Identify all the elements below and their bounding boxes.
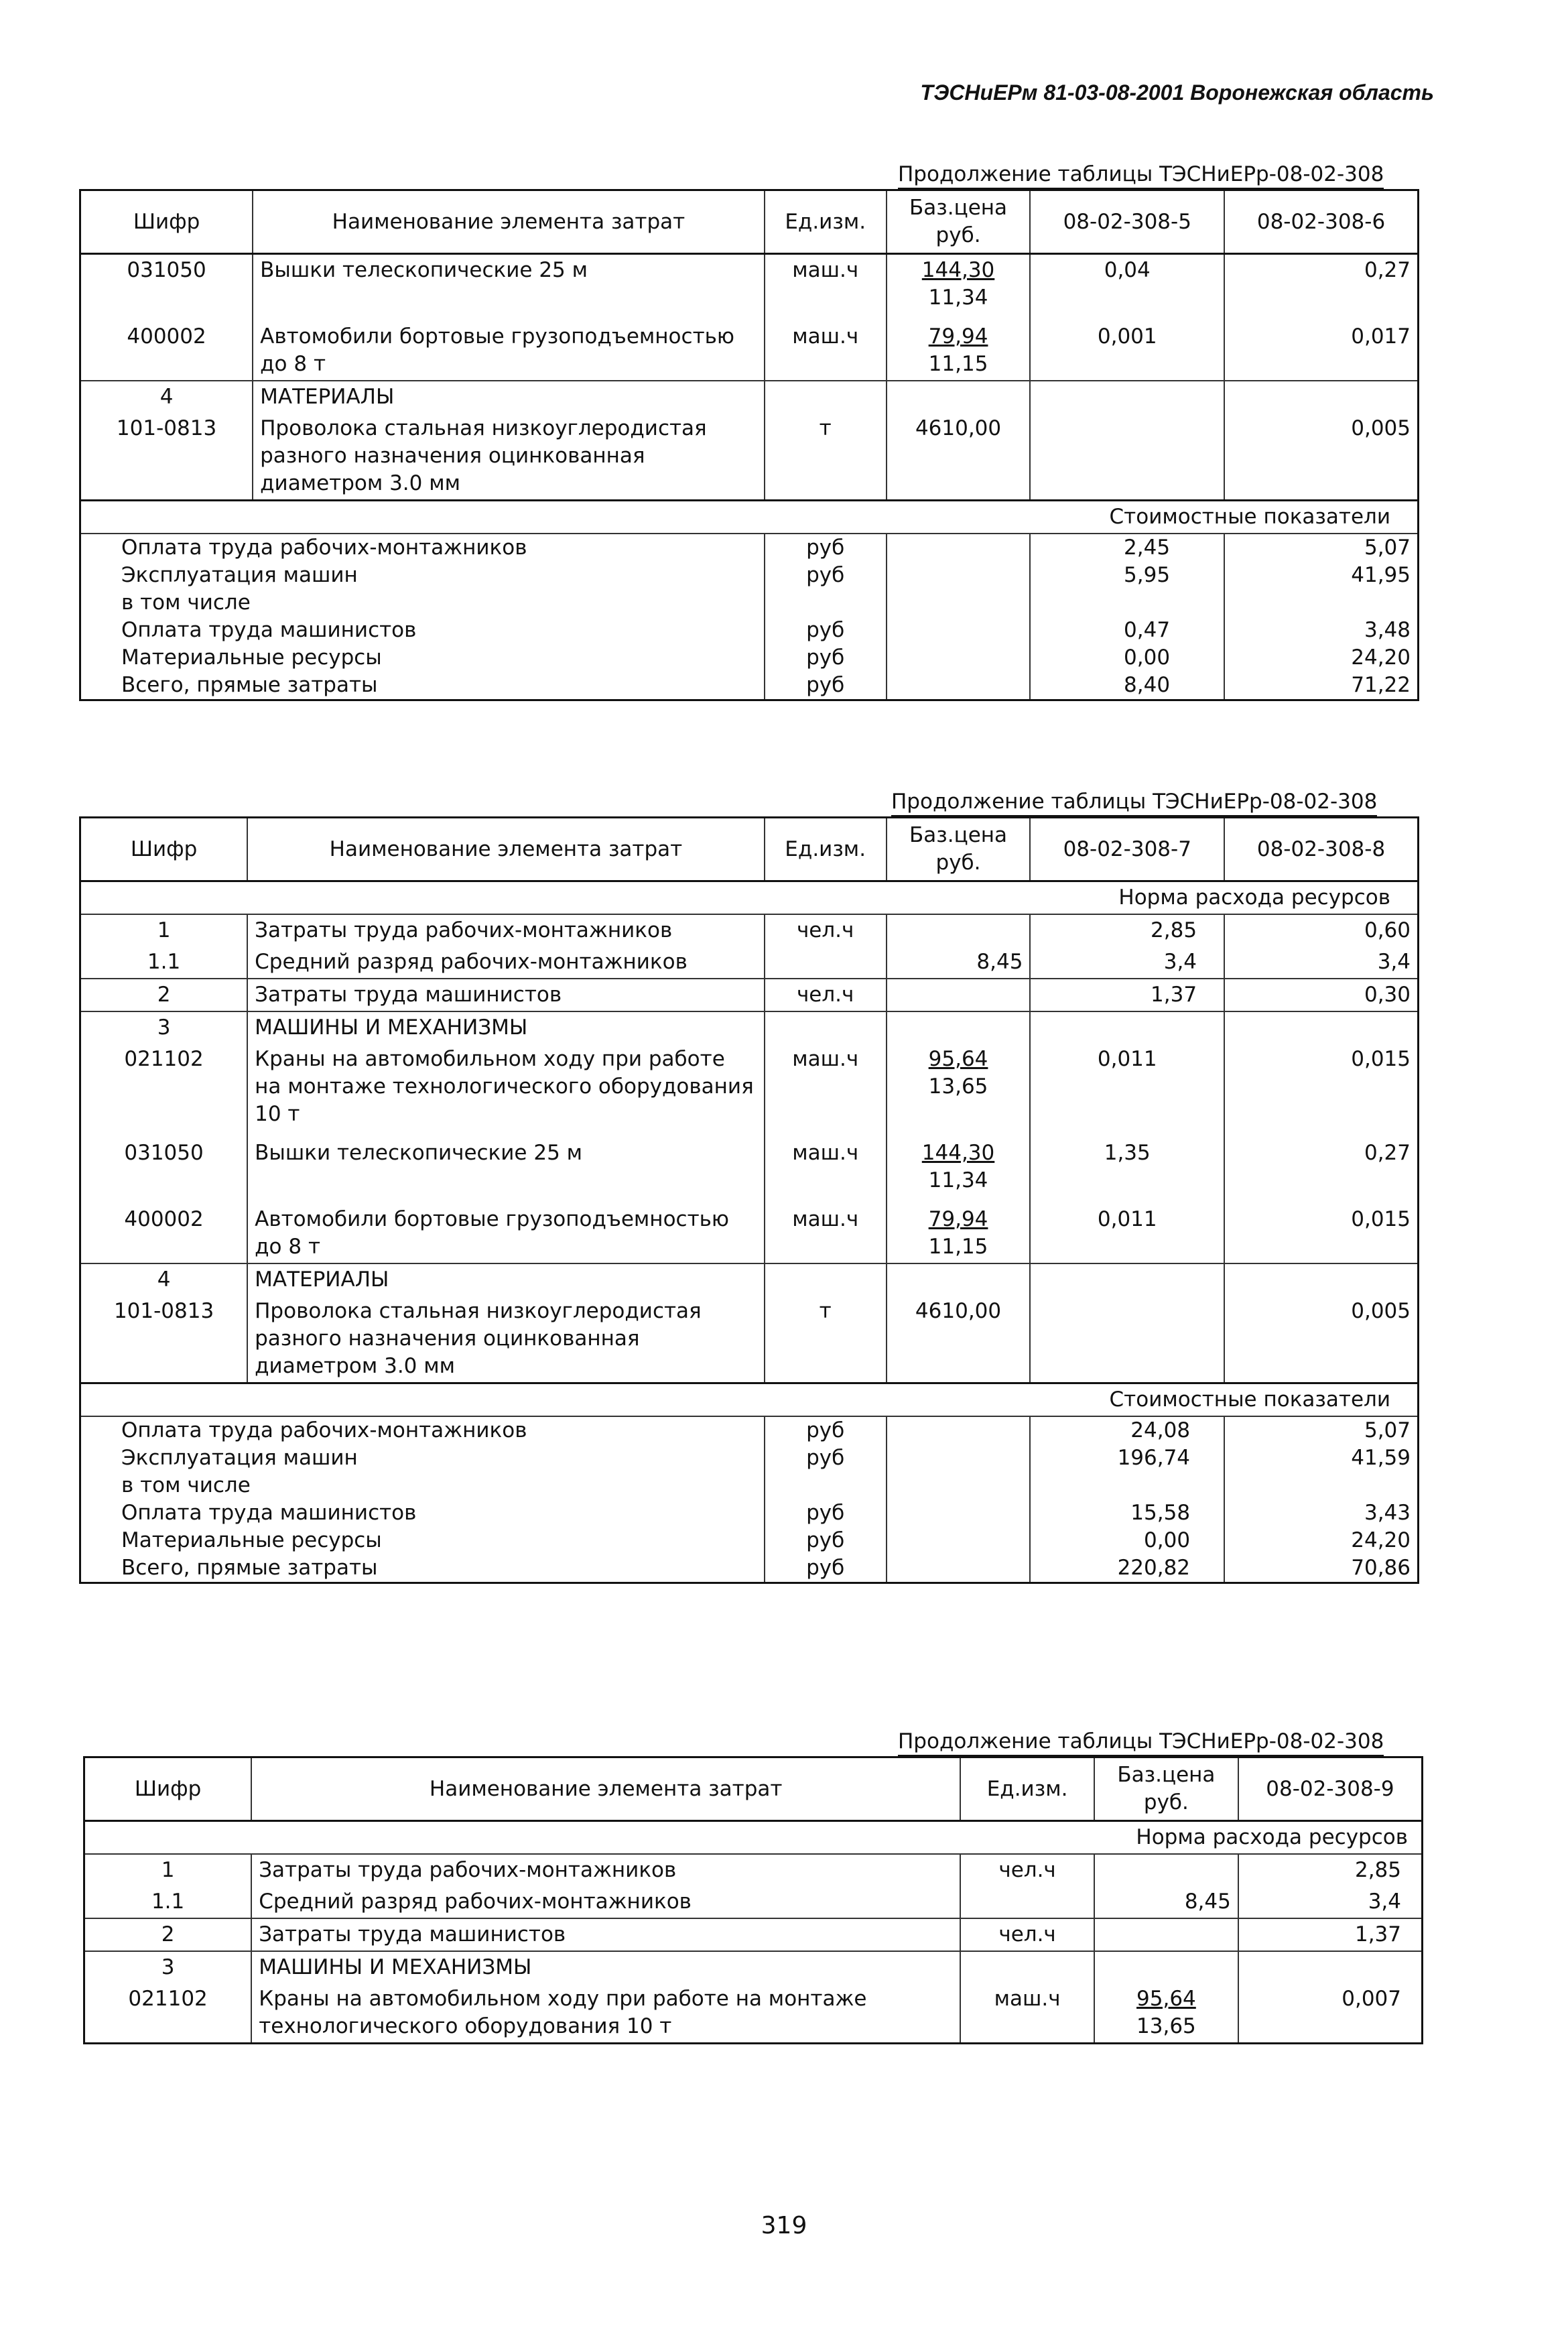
summary-label: Всего, прямые затраты	[121, 1556, 378, 1580]
row-code: 1	[84, 1854, 252, 1886]
summary-unit: руб	[765, 617, 887, 644]
section-title: МАШИНЫ И МЕХАНИЗМЫ	[251, 1951, 960, 1983]
summary-label: в том числе	[121, 1473, 251, 1497]
summary-value-b: 41,59	[1224, 1444, 1418, 1472]
col-header-norm-b: 08-02-308-8	[1224, 818, 1418, 881]
summary-row	[80, 534, 1419, 562]
row-unit: чел.ч	[765, 979, 887, 1011]
summary-value-a: 2,45	[1030, 534, 1224, 562]
resource-table-2	[79, 816, 1419, 1584]
row-code: 021102	[84, 1983, 252, 2044]
page-number: 319	[761, 2212, 807, 2239]
row-price: 8,45	[1094, 1886, 1238, 1918]
summary-value-b: 24,20	[1224, 1527, 1418, 1554]
row-name: Затраты труда машинистов	[251, 1918, 960, 1951]
row-code: 101-0813	[80, 413, 253, 501]
summary-label: Оплата труда машинистов	[121, 618, 417, 642]
row-unit: т	[765, 1296, 887, 1383]
resource-table-1	[79, 189, 1419, 701]
summary-unit: руб	[765, 1444, 887, 1472]
price-wage-value: 11,34	[928, 286, 988, 310]
norm-label-row	[84, 1821, 1423, 1855]
summary-value-b: 5,07	[1224, 534, 1418, 562]
section-title: МАТЕРИАЛЫ	[247, 1263, 765, 1296]
summary-value-a: 0,00	[1030, 644, 1224, 672]
row-code: 2	[84, 1918, 252, 1951]
summary-value-a: 0,47	[1030, 617, 1224, 644]
table-row	[84, 1918, 1423, 1951]
price-value: 144,30	[921, 258, 995, 282]
row-price	[1094, 1983, 1238, 2044]
summary-row	[80, 589, 1419, 617]
table-row	[80, 914, 1419, 946]
document-header: ТЭСНиЕРм 81-03-08-2001 Воронежская область	[920, 80, 1434, 105]
summary-value-a: 8,40	[1030, 672, 1224, 700]
summary-row	[80, 1554, 1419, 1583]
row-code: 031050	[80, 254, 253, 314]
summary-row	[80, 1499, 1419, 1527]
table-caption: Продолжение таблицы ТЭСНиЕРр-08-02-308	[891, 790, 1377, 816]
row-name: Автомобили бортовые грузоподъемностью до 8 т	[247, 1196, 765, 1263]
summary-value-b: 24,20	[1224, 644, 1418, 672]
row-unit: маш.ч	[765, 1130, 887, 1196]
col-header-code: Шифр	[80, 818, 248, 881]
row-name: Проволока стальная низкоуглеродистая разного назначения оцинкованная диаметром 3.0 мм	[247, 1296, 765, 1383]
col-header-norm-b: 08-02-308-6	[1224, 190, 1418, 254]
row-norm-b: 0,30	[1224, 979, 1418, 1011]
section-code: 3	[80, 1011, 248, 1044]
summary-value-a: 15,58	[1030, 1499, 1224, 1527]
price-wage-value: 11,15	[928, 1235, 988, 1259]
summary-row	[80, 1444, 1419, 1472]
col-header-code: Шифр	[84, 1757, 252, 1821]
row-name: Автомобили бортовые грузоподъемностью до 8 т	[253, 314, 765, 381]
row-code: 031050	[80, 1130, 248, 1196]
row-norm-a: 3,4	[1030, 946, 1224, 979]
row-name: Краны на автомобильном ходу при работе на монтаже технологического оборудования 10 т	[251, 1983, 960, 2044]
row-norm-a: 1,37	[1030, 979, 1224, 1011]
row-name: Затраты труда машинистов	[247, 979, 765, 1011]
row-norm-b: 0,27	[1224, 1130, 1418, 1196]
row-norm-a: 0,011	[1030, 1044, 1224, 1130]
row-norm-a: 0,001	[1030, 314, 1224, 381]
summary-row	[80, 617, 1419, 644]
col-header-price: Баз.цена руб.	[1094, 1757, 1238, 1821]
col-header-price: Баз.цена руб.	[887, 818, 1031, 881]
row-norm-b: 3,4	[1224, 946, 1418, 979]
row-price	[887, 1044, 1031, 1130]
summary-unit: руб	[765, 1527, 887, 1554]
price-wage-value: 11,34	[928, 1168, 988, 1192]
row-unit: чел.ч	[960, 1918, 1094, 1951]
table-row	[80, 413, 1419, 501]
row-norm-b: 0,005	[1224, 1296, 1418, 1383]
row-norm-b: 0,017	[1224, 314, 1418, 381]
row-price: 8,45	[887, 946, 1031, 979]
summary-value-b: 3,48	[1224, 617, 1418, 644]
row-norm-b: 0,015	[1224, 1044, 1418, 1130]
summary-label: в том числе	[121, 591, 251, 615]
summary-row	[80, 1472, 1419, 1499]
col-header-unit: Ед.изм.	[765, 818, 887, 881]
row-name: Вышки телескопические 25 м	[253, 254, 765, 314]
summary-value-a: 220,82	[1030, 1554, 1224, 1583]
norm-label-row	[80, 881, 1419, 915]
row-norm-a: 0,011	[1030, 1196, 1224, 1263]
table-row	[80, 946, 1419, 979]
row-price: 4610,00	[887, 413, 1031, 501]
row-norm-a: 1,37	[1238, 1918, 1423, 1951]
summary-label: Оплата труда рабочих-монтажников	[121, 536, 527, 560]
row-price	[887, 1130, 1031, 1196]
col-header-code: Шифр	[80, 190, 253, 254]
price-value: 95,64	[928, 1047, 988, 1071]
price-wage-value: 13,65	[928, 1074, 988, 1099]
row-name: Затраты труда рабочих-монтажников	[247, 914, 765, 946]
col-header-norm-a: 08-02-308-9	[1238, 1757, 1423, 1821]
col-header-norm-a: 08-02-308-7	[1030, 818, 1224, 881]
col-header-name: Наименование элемента затрат	[251, 1757, 960, 1821]
price-value: 144,30	[921, 1141, 995, 1165]
summary-row	[80, 1416, 1419, 1444]
summary-label: Материальные ресурсы	[121, 645, 382, 670]
table-row	[84, 1951, 1423, 1983]
row-code: 021102	[80, 1044, 248, 1130]
section-title: МАТЕРИАЛЫ	[253, 381, 765, 413]
table-row	[80, 314, 1419, 381]
row-norm-a: 0,04	[1030, 254, 1224, 314]
table-row	[80, 1263, 1419, 1296]
row-price	[887, 254, 1031, 314]
row-code: 1.1	[84, 1886, 252, 1918]
summary-unit: руб	[765, 534, 887, 562]
resource-table-3	[83, 1756, 1423, 2044]
row-price	[887, 314, 1031, 381]
table-row	[84, 1886, 1423, 1918]
price-wage-value: 13,65	[1136, 2014, 1196, 2038]
row-code: 1.1	[80, 946, 248, 979]
summary-label: Эксплуатация машин	[121, 563, 358, 587]
section-code: 4	[80, 381, 253, 413]
row-norm-a: 1,35	[1030, 1130, 1224, 1196]
price-value: 79,94	[928, 324, 988, 349]
row-name: Вышки телескопические 25 м	[247, 1130, 765, 1196]
summary-label: Оплата труда машинистов	[121, 1501, 417, 1525]
row-name: Проволока стальная низкоуглеродистая разного назначения оцинкованная диаметром 3.0 мм	[253, 413, 765, 501]
row-code: 2	[80, 979, 248, 1011]
row-unit: маш.ч	[765, 1196, 887, 1263]
summary-unit: руб	[765, 672, 887, 700]
price-wage-value: 11,15	[928, 352, 988, 376]
row-unit: чел.ч	[765, 914, 887, 946]
summary-unit: руб	[765, 1499, 887, 1527]
summary-unit: руб	[765, 644, 887, 672]
summary-value-a: 5,95	[1030, 562, 1224, 589]
row-norm-a	[1030, 1296, 1224, 1383]
row-norm-a: 0,007	[1238, 1983, 1423, 2044]
col-header-norm-a: 08-02-308-5	[1030, 190, 1224, 254]
row-unit: маш.ч	[960, 1983, 1094, 2044]
row-name: Средний разряд рабочих-монтажников	[247, 946, 765, 979]
summary-value-b: 71,22	[1224, 672, 1418, 700]
table-row	[80, 254, 1419, 314]
norm-label: Норма расхода ресурсов	[84, 1821, 1423, 1855]
table-row	[80, 979, 1419, 1011]
table-header-row	[80, 190, 1419, 254]
row-norm-a	[1030, 413, 1224, 501]
cost-indicators-row	[80, 501, 1419, 534]
table-row	[80, 1196, 1419, 1263]
section-code: 3	[84, 1951, 252, 1983]
table-row	[80, 1044, 1419, 1130]
summary-value-a: 24,08	[1030, 1416, 1224, 1444]
row-unit: маш.ч	[765, 254, 887, 314]
row-norm-b: 0,27	[1224, 254, 1418, 314]
row-code: 101-0813	[80, 1296, 248, 1383]
summary-value-b: 70,86	[1224, 1554, 1418, 1583]
row-code: 1	[80, 914, 248, 946]
summary-value-b: 5,07	[1224, 1416, 1418, 1444]
summary-unit: руб	[765, 562, 887, 589]
row-norm-a: 2,85	[1030, 914, 1224, 946]
row-unit: маш.ч	[765, 314, 887, 381]
table-header-row	[80, 818, 1419, 881]
table-row	[84, 1854, 1423, 1886]
table-caption: Продолжение таблицы ТЭСНиЕРр-08-02-308	[898, 1729, 1384, 1756]
row-norm-b: 0,60	[1224, 914, 1418, 946]
summary-value-a: 196,74	[1030, 1444, 1224, 1472]
row-name: Краны на автомобильном ходу при работе на монтаже технологического оборудования 10 т	[247, 1044, 765, 1130]
col-header-name: Наименование элемента затрат	[247, 818, 765, 881]
col-header-price: Баз.цена руб.	[887, 190, 1031, 254]
summary-row	[80, 1527, 1419, 1554]
row-unit: маш.ч	[765, 1044, 887, 1130]
summary-label: Всего, прямые затраты	[121, 673, 378, 697]
table-row	[80, 381, 1419, 413]
summary-row	[80, 562, 1419, 589]
cost-indicators-row	[80, 1383, 1419, 1417]
summary-unit: руб	[765, 1416, 887, 1444]
table-row	[84, 1983, 1423, 2044]
row-price	[887, 1196, 1031, 1263]
row-unit: чел.ч	[960, 1854, 1094, 1886]
cost-indicators-label: Стоимостные показатели	[80, 1383, 1419, 1417]
row-norm-b: 0,005	[1224, 413, 1418, 501]
summary-value-b: 41,95	[1224, 562, 1418, 589]
table-caption: Продолжение таблицы ТЭСНиЕРр-08-02-308	[898, 162, 1384, 189]
summary-value-b: 3,43	[1224, 1499, 1418, 1527]
col-header-unit: Ед.изм.	[765, 190, 887, 254]
summary-row	[80, 644, 1419, 672]
row-price: 4610,00	[887, 1296, 1031, 1383]
row-norm-a: 2,85	[1238, 1854, 1423, 1886]
cost-indicators-label: Стоимостные показатели	[80, 501, 1419, 534]
price-value: 95,64	[1136, 1987, 1196, 2011]
table-header-row	[84, 1757, 1423, 1821]
section-code: 4	[80, 1263, 248, 1296]
table-row	[80, 1130, 1419, 1196]
row-code: 400002	[80, 1196, 248, 1263]
summary-label: Эксплуатация машин	[121, 1446, 358, 1470]
row-name: Затраты труда рабочих-монтажников	[251, 1854, 960, 1886]
table-row	[80, 1296, 1419, 1383]
summary-value-a: 0,00	[1030, 1527, 1224, 1554]
row-unit: т	[765, 413, 887, 501]
section-title: МАШИНЫ И МЕХАНИЗМЫ	[247, 1011, 765, 1044]
summary-unit: руб	[765, 1554, 887, 1583]
row-code: 400002	[80, 314, 253, 381]
row-name: Средний разряд рабочих-монтажников	[251, 1886, 960, 1918]
table-row	[80, 1011, 1419, 1044]
row-norm-b: 0,015	[1224, 1196, 1418, 1263]
price-value: 79,94	[928, 1207, 988, 1231]
summary-row	[80, 672, 1419, 700]
summary-label: Материальные ресурсы	[121, 1528, 382, 1552]
summary-label: Оплата труда рабочих-монтажников	[121, 1418, 527, 1442]
norm-label: Норма расхода ресурсов	[80, 881, 1419, 915]
row-norm-a: 3,4	[1238, 1886, 1423, 1918]
col-header-name: Наименование элемента затрат	[253, 190, 765, 254]
col-header-unit: Ед.изм.	[960, 1757, 1094, 1821]
